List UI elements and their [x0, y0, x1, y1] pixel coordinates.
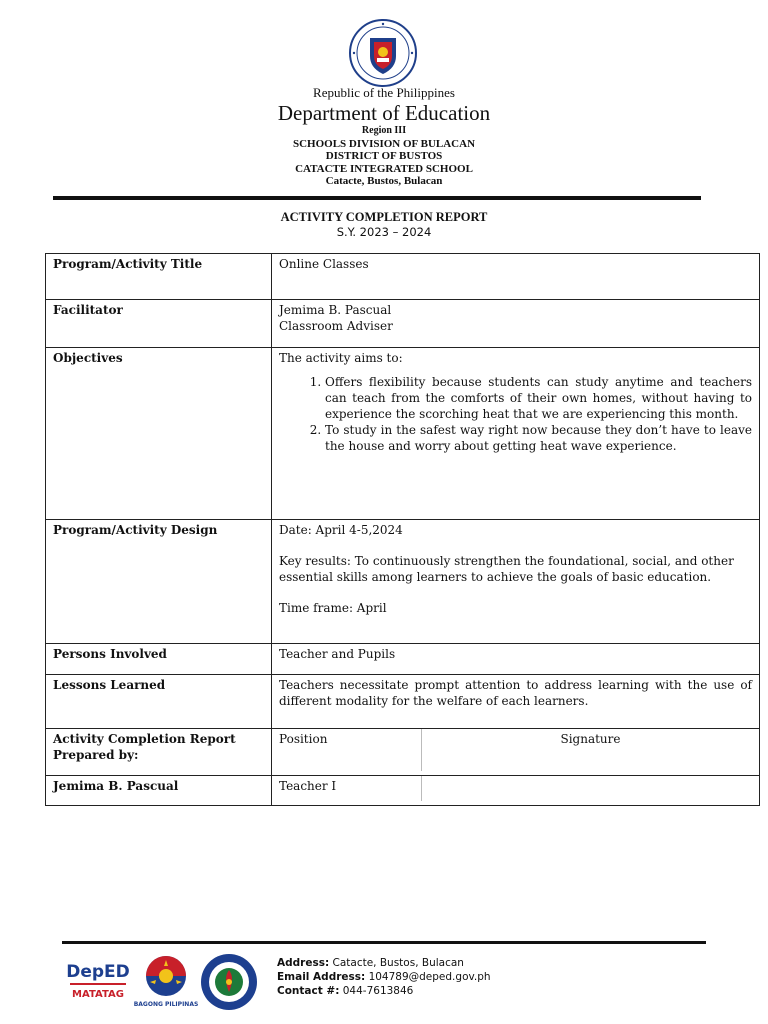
table-row [46, 254, 760, 300]
division-line: SCHOOLS DIVISION OF BULACAN [292, 137, 476, 150]
signature-blank [422, 776, 759, 801]
preparer-position: Teacher I [272, 776, 422, 801]
position-header: Position [272, 729, 422, 771]
facilitator-value [272, 300, 760, 348]
republic-line: Republic of the Philippines [313, 85, 455, 100]
table-row [46, 348, 760, 520]
table-row [46, 776, 760, 806]
deped-seal-logo [348, 18, 418, 88]
facilitator-role: Classroom Adviser [279, 319, 393, 333]
preparer-name: Jemima B. Pascual [46, 776, 272, 806]
preparer-signature-cell [272, 776, 760, 806]
objective-item: 1. Offers flexibility because students can study anytime and teachers can teach from the comforts of their own homes, without having to experience the scorching heat that we are experiencing this month. [325, 374, 752, 422]
facilitator-name: Jemima B. Pascual [279, 303, 392, 317]
district-line: DISTRICT OF BUSTOS [325, 150, 443, 162]
contact-line [277, 984, 491, 998]
design-date: Date: April 4-5,2024 [279, 523, 403, 537]
lessons-label: Lessons Learned [46, 675, 272, 729]
matatag-logo-text: MATATAG [72, 989, 124, 1000]
table-row [46, 300, 760, 348]
contact-value: 044-7613846 [342, 985, 414, 997]
email-value[interactable]: 104789@deped.gov.ph [368, 971, 491, 983]
signature-header-cell [272, 729, 760, 776]
table-row [46, 675, 760, 729]
persons-value: Teacher and Pupils [272, 644, 760, 675]
address-value: Catacte, Bustos, Bulacan [332, 957, 464, 969]
objectives-value [272, 348, 760, 520]
objectives-label: Objectives [46, 348, 272, 520]
region-line: Region III [361, 125, 407, 136]
activity-report-table [45, 253, 760, 806]
contact-label: Contact #: [277, 985, 340, 997]
design-key-results: Key results: To continuously strengthen the foundational, social, and other essential skills among learners to achieve the goals of basic education. [279, 554, 734, 584]
bagong-pilipinas-logo [133, 952, 199, 1010]
prepared-by-label: Activity Completion Report Prepared by: [46, 729, 272, 776]
deped-logo-text: DepED [66, 962, 130, 982]
school-year: S.Y. 2023 – 2024 [336, 225, 432, 239]
program-value: Online Classes [272, 254, 760, 300]
letterhead [0, 86, 768, 188]
design-value [272, 520, 760, 644]
signature-header: Signature [560, 732, 621, 746]
school-seal-logo [199, 952, 259, 1012]
footer-divider [62, 941, 706, 944]
table-row [46, 644, 760, 675]
report-title: ACTIVITY COMPLETION REPORT [280, 210, 488, 224]
address-label: Address: [277, 957, 330, 969]
design-label: Program/Activity Design [46, 520, 272, 644]
header-divider [53, 196, 701, 200]
objectives-intro: The activity aims to: [279, 351, 403, 365]
objectives-list [299, 374, 752, 454]
school-line: CATACTE INTEGRATED SCHOOL [295, 162, 473, 175]
persons-label: Persons Involved [46, 644, 272, 675]
program-label: Program/Activity Title [46, 254, 272, 300]
table-row [46, 520, 760, 644]
objective-item: 2. To study in the safest way right now because they don’t have to leave the house and worry about getting heat wave experience. [325, 422, 752, 454]
lessons-value: Teachers necessitate prompt attention to address learning with the use of different modality for the welfare of each learners. [272, 675, 760, 729]
facilitator-label: Facilitator [46, 300, 272, 348]
email-line [277, 970, 491, 984]
email-label: Email Address: [277, 971, 366, 983]
address-line [277, 956, 491, 970]
department-name: Department of Education [277, 101, 491, 125]
location-line: Catacte, Bustos, Bulacan [325, 175, 443, 187]
footer-contact [277, 956, 491, 998]
deped-matatag-logo [66, 956, 130, 1002]
design-time-frame: Time frame: April [279, 601, 387, 615]
bagong-pilipinas-text: BAGONG PILIPINAS [133, 1001, 199, 1008]
table-row [46, 729, 760, 776]
